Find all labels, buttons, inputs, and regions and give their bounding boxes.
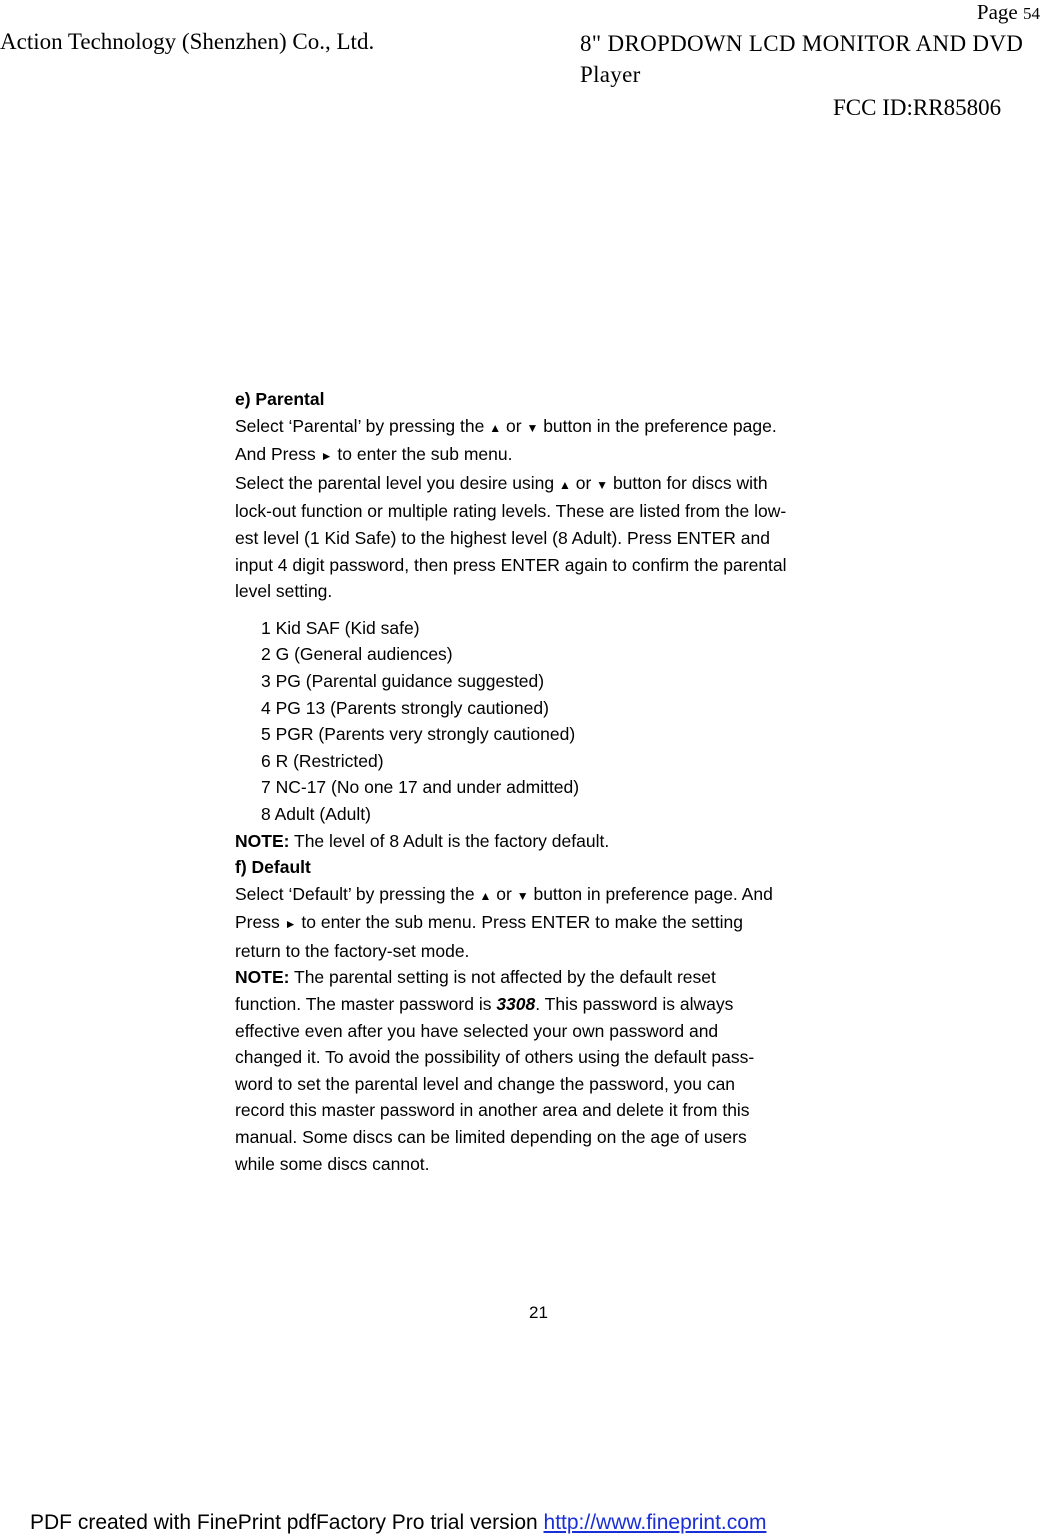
note-label: NOTE:	[235, 967, 290, 988]
banner-text: PDF created with FinePrint pdfFactory Pro trial version	[30, 1511, 544, 1534]
rating-list	[261, 615, 875, 828]
up-arrow-icon: ▲	[479, 888, 492, 903]
section-e-paragraph-line: lock-out function or multiple rating levels. These are listed from the low-	[235, 501, 787, 522]
product-title-line1: 8" DROPDOWN LCD MONITOR AND DVD	[580, 31, 1024, 56]
fcc-id: FCC ID:RR85806	[833, 95, 1002, 120]
rating-item: 2 G (General audiences)	[261, 644, 453, 665]
section-f-note-line: changed it. To avoid the possibility of others using the default pass-	[235, 1047, 755, 1068]
product-title	[580, 28, 1060, 90]
up-arrow-icon: ▲	[489, 420, 502, 435]
rating-item: 7 NC-17 (No one 17 and under admitted)	[261, 777, 580, 798]
rating-item: 3 PG (Parental guidance suggested)	[261, 670, 545, 691]
section-e-paragraph-line: And Press ► to enter the sub menu.	[235, 444, 513, 465]
page-number	[977, 0, 1040, 26]
section-f-note-line: function. The master password is 3308. This password is always	[235, 994, 734, 1015]
section-e-title: e) Parental	[235, 389, 325, 409]
section-f-paragraph-line: Press ► to enter the sub menu. Press ENTER to make the setting	[235, 912, 743, 933]
right-arrow-icon: ►	[320, 449, 333, 464]
section-e-paragraph-line: Select ‘Parental’ by pressing the ▲ or ▼ button in the preference page.	[235, 415, 777, 436]
section-f-paragraph-line: Select ‘Default’ by pressing the ▲ or ▼ button in preference page. And	[235, 883, 773, 904]
up-arrow-icon: ▲	[558, 477, 571, 492]
section-f-paragraph-line: return to the factory-set mode.	[235, 940, 470, 961]
manual-content	[235, 386, 875, 1177]
section-f-note-line: NOTE: The parental setting is not affected by the default reset	[235, 967, 716, 988]
rating-item: 8 Adult (Adult)	[261, 803, 371, 824]
page-label: Page	[976, 0, 1018, 24]
section-e-paragraph-line: level setting.	[235, 581, 333, 602]
section-f-note-line: record this master password in another area and delete it from this	[235, 1100, 750, 1121]
master-password: 3308	[496, 994, 536, 1015]
down-arrow-icon: ▼	[526, 420, 539, 435]
section-f-note-line: effective even after you have selected your own password and	[235, 1020, 719, 1041]
down-arrow-icon: ▼	[596, 477, 609, 492]
section-e-paragraph-line: input 4 digit password, then press ENTER again to confirm the parental	[235, 554, 787, 575]
rating-item: 1 Kid SAF (Kid safe)	[261, 617, 420, 638]
page-number-value: 54	[1023, 4, 1040, 23]
section-e-note: NOTE: The level of 8 Adult is the factory default.	[235, 830, 610, 851]
rating-item: 5 PGR (Parents very strongly cautioned)	[261, 724, 576, 745]
fineprint-link[interactable]: http://www.fineprint.com	[543, 1511, 767, 1534]
section-f-title: f) Default	[235, 857, 311, 878]
product-title-line2: Player	[580, 62, 641, 87]
section-e-paragraph-line: est level (1 Kid Safe) to the highest level (8 Adult). Press ENTER and	[235, 527, 770, 548]
section-e-paragraph-line: Select the parental level you desire using ▲ or ▼ button for discs with	[235, 472, 768, 493]
rating-item: 6 R (Restricted)	[261, 750, 384, 771]
pdf-trial-banner	[30, 1511, 766, 1535]
manual-page-number: 21	[529, 1303, 548, 1322]
note-label: NOTE:	[235, 830, 290, 851]
rating-item: 4 PG 13 (Parents strongly cautioned)	[261, 697, 549, 718]
section-f-note-line: word to set the parental level and change the password, you can	[235, 1073, 736, 1094]
down-arrow-icon: ▼	[516, 888, 529, 903]
company-name: Action Technology (Shenzhen) Co., Ltd.	[0, 29, 375, 54]
right-arrow-icon: ►	[284, 917, 297, 932]
section-f-note-line: manual. Some discs can be limited depending on the age of users	[235, 1127, 747, 1148]
section-f-note-line: while some discs cannot.	[235, 1153, 430, 1174]
